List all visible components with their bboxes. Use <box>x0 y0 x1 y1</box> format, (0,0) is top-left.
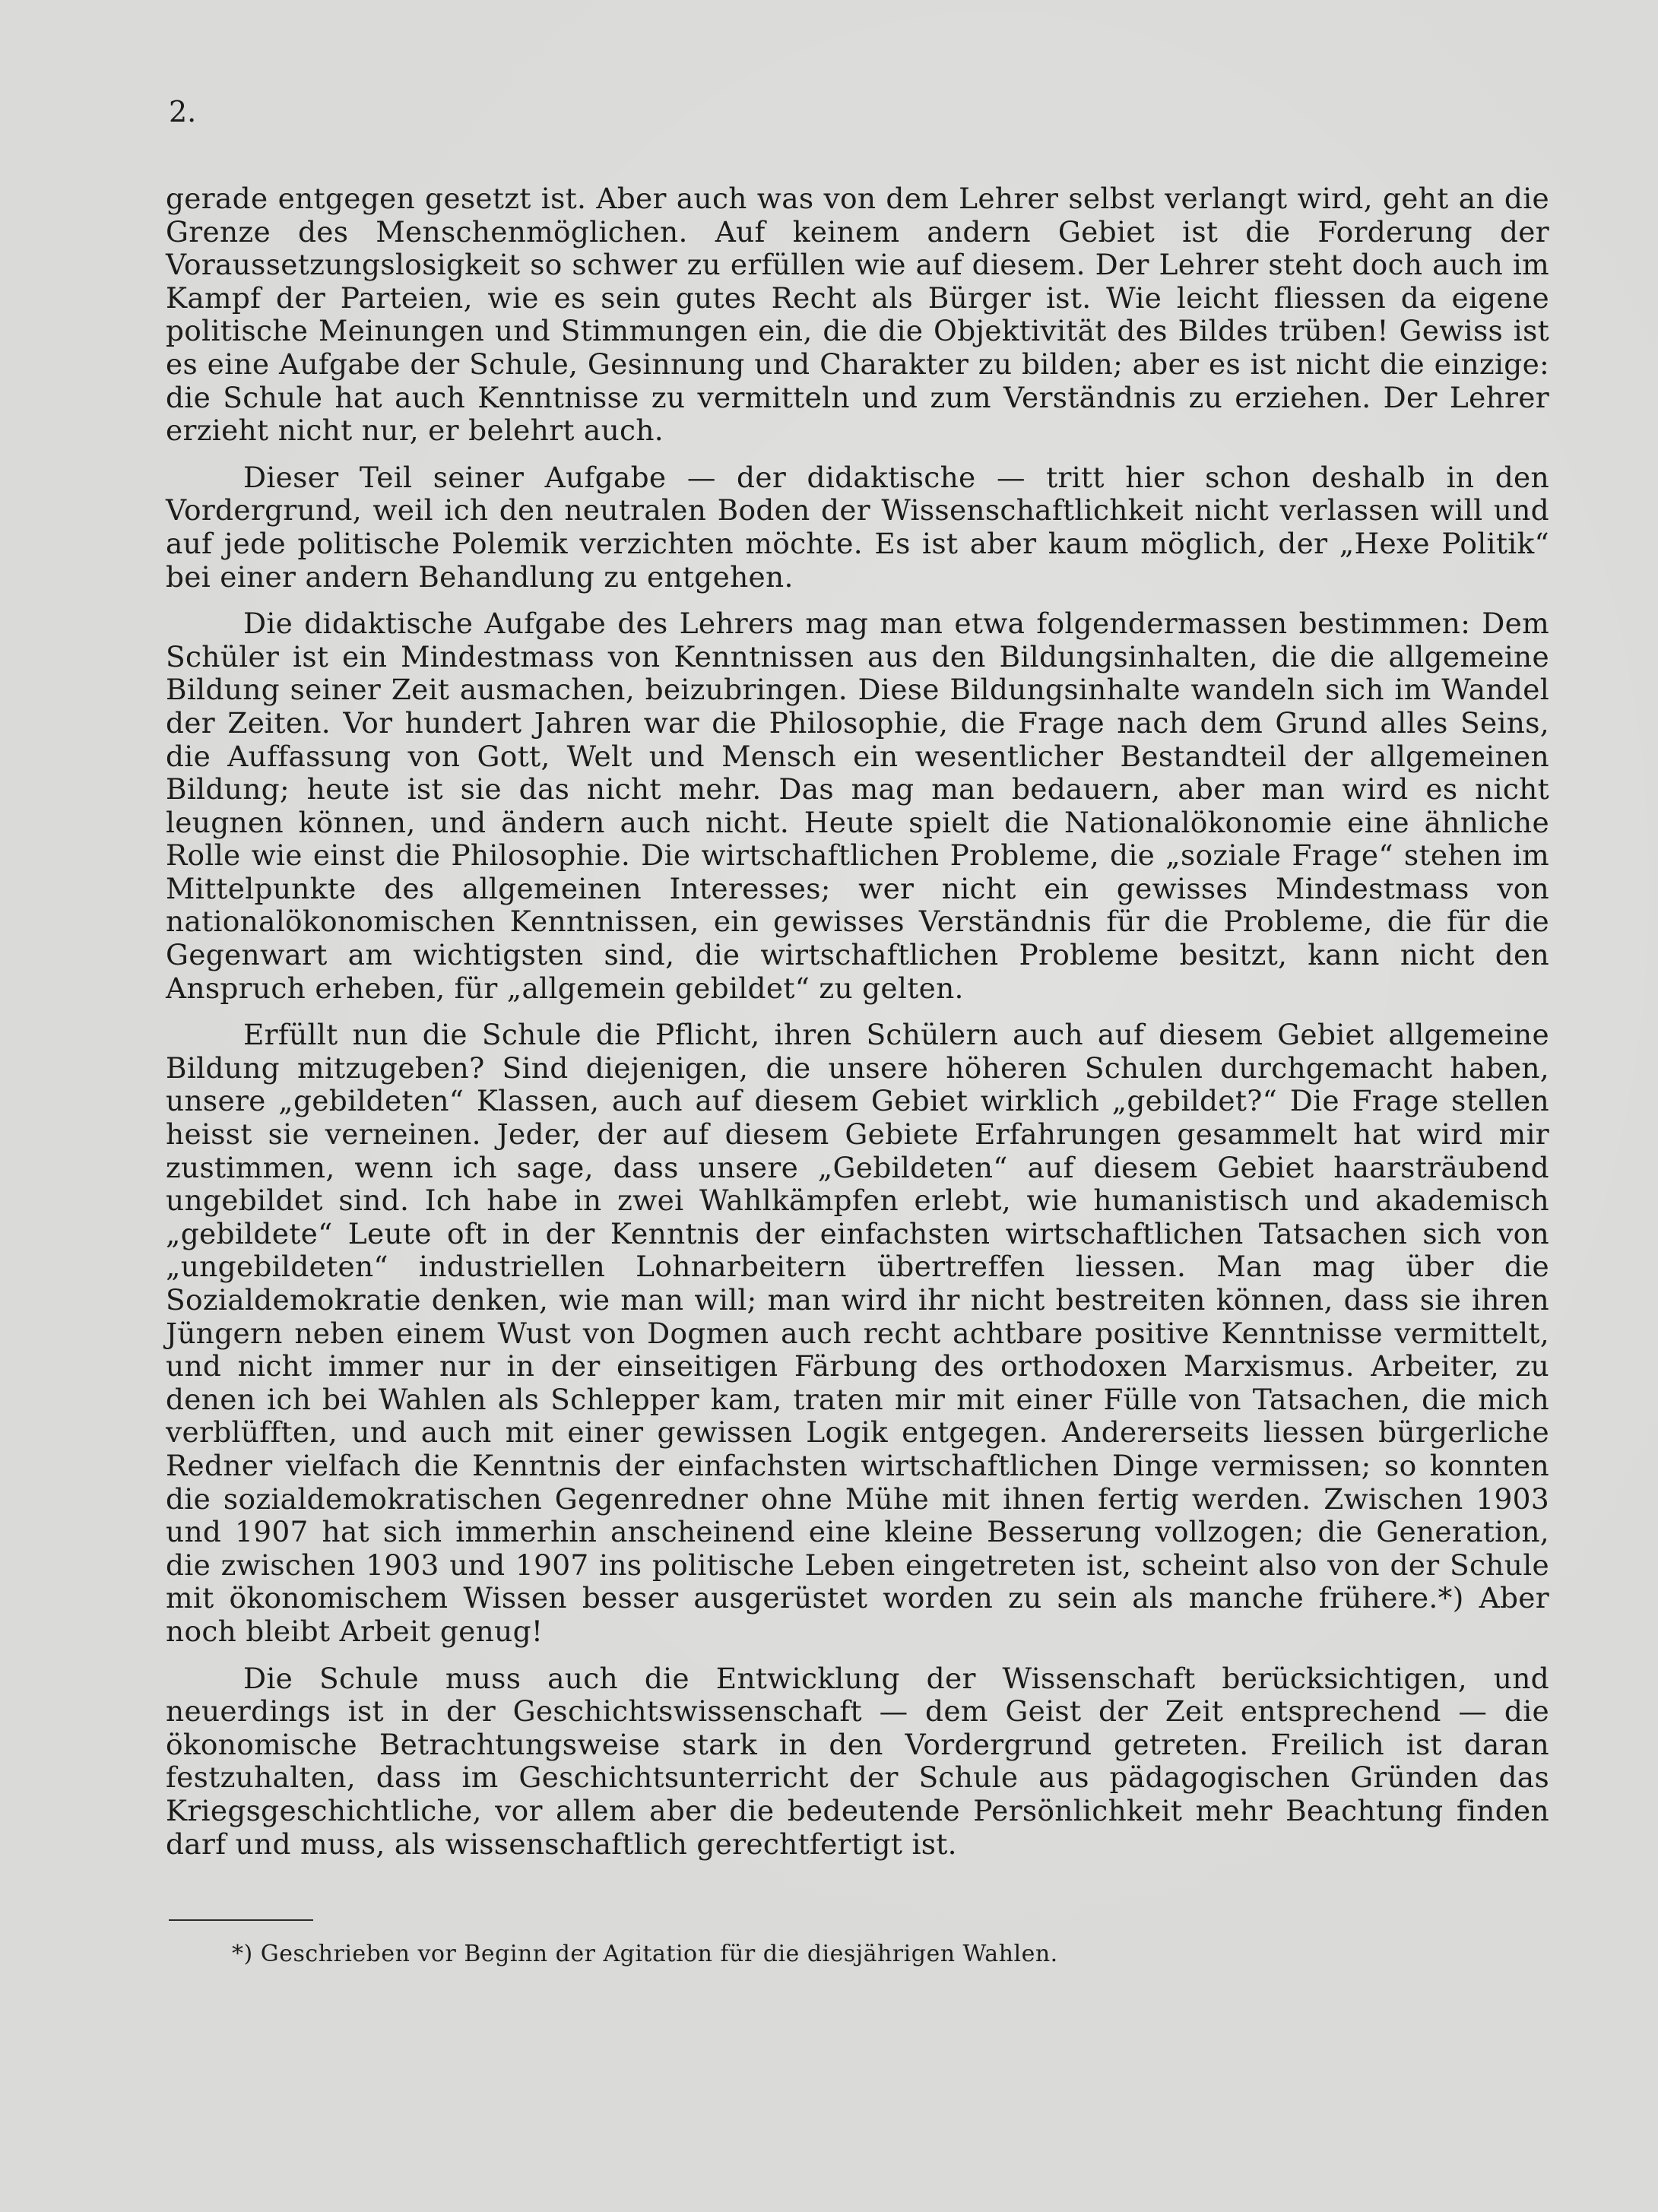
paragraph-1: gerade entgegen gesetzt ist. Aber auch was von dem Lehrer selbst verlangt wird, geht an die Grenze des Menschenmöglichen. Auf keinem andern Gebiet ist die Forderung der Voraussetzungslosigkeit so schwer zu erfüllen wie auf diesem. Der Lehrer steht doch auch im Kampf der Parteien, wie es sein gutes Recht als Bürger ist. Wie leicht fliessen da eigene politische Meinungen und Stimmungen ein, die die Objektivität des Bildes trüben! Gewiss ist es eine Aufgabe der Schule, Gesinnung und Charakter zu bilden; aber es ist nicht die einzige: die Schule hat auch Kenntnisse zu vermitteln und zum Verständnis zu erziehen. Der Lehrer erzieht nicht nur, er belehrt auch. <box>166 182 1549 448</box>
footnote: *) Geschrieben vor Beginn der Agitation für die diesjährigen Wahlen. <box>232 1941 1058 1967</box>
paragraph-5: Die Schule muss auch die Entwicklung der Wissenschaft berücksichtigen, und neuerdings ist in der Geschichtswissenschaft — dem Geist der Zeit entsprechend — die ökonomische Betrachtungsweise stark in den Vordergrund getreten. Freilich ist daran festzuhalten, dass im Geschichtsunterricht der Schule aus pädagogischen Gründen das Kriegsgeschichtliche, vor allem aber die bedeutende Persönlichkeit mehr Beachtung finden darf und muss, als wissenschaftlich gerechtfertigt ist. <box>166 1661 1549 1861</box>
paragraph-2: Dieser Teil seiner Aufgabe — der didaktische — tritt hier schon deshalb in den Vordergrund, weil ich den neutralen Boden der Wissenschaftlichkeit nicht verlassen will und auf jede politische Polemik verzichten möchte. Es ist aber kaum möglich, der „Hexe Politik“ bei einer andern Behandlung zu entgehen. <box>166 460 1549 594</box>
page-number: 2. <box>169 95 197 128</box>
paragraph-3: Die didaktische Aufgabe des Lehrers mag man etwa folgendermassen bestimmen: Dem Schüler ist ein Mindestmass von Kenntnissen aus den Bildungsinhalten, die die allgemeine Bildung seiner Zeit ausmachen, beizubringen. Diese Bildungsinhalte wandeln sich im Wandel der Zeiten. Vor hundert Jahren war die Philosophie, die Frage nach dem Grund alles Seins, die Auffassung von Gott, Welt und Mensch ein wesentlicher Bestandteil der allgemeinen Bildung; heute ist sie das nicht mehr. Das mag man bedauern, aber man wird es nicht leugnen können, und ändern auch nicht. Heute spielt die Nationalökonomie eine ähnliche Rolle wie einst die Philosophie. Die wirtschaftlichen Probleme, die „soziale Frage“ stehen im Mittelpunkte des allgemeinen Interesses; wer nicht ein gewisses Mindestmass von nationalökonomischen Kenntnissen, ein gewisses Verständnis für die Probleme, die für die Gegenwart am wichtigsten sind, die wirtschaftlichen Probleme besitzt, kann nicht den Anspruch erheben, für „allgemein gebildet“ zu gelten. <box>166 607 1549 1005</box>
footnote-divider <box>169 1919 313 1921</box>
paragraph-4: Erfüllt nun die Schule die Pflicht, ihren Schülern auch auf diesem Gebiet allgemeine Bildung mitzugeben? Sind diejenigen, die unsere höheren Schulen durchgemacht haben, unsere „gebildeten“ Klassen, auch auf diesem Gebiet wirklich „gebildet?“ Die Frage stellen heisst sie verneinen. Jeder, der auf diesem Gebiete Erfahrungen gesammelt hat wird mir zustimmen, wenn ich sage, dass unsere „Gebildeten“ auf diesem Gebiet haarsträubend ungebildet sind. Ich habe in zwei Wahlkämpfen erlebt, wie humanistisch und akademisch „gebildete“ Leute oft in der Kenntnis der einfachsten wirtschaftlichen Tatsachen sich von „ungebildeten“ industriellen Lohnarbeitern übertreffen liessen. Man mag über die Sozialdemokratie denken, wie man will; man wird ihr nicht bestreiten können, dass sie ihren Jüngern neben einem Wust von Dogmen auch recht achtbare positive Kenntnisse vermittelt, und nicht immer nur in der einseitigen Färbung des orthodoxen Marxismus. Arbeiter, zu denen ich bei Wahlen als Schlepper kam, traten mir mit einer Fülle von Tatsachen, die mich verblüfften, und auch mit einer gewissen Logik entgegen. Andererseits liessen bürgerliche Redner vielfach die Kenntnis der einfachsten wirtschaftlichen Dinge vermissen; so konnten die sozialdemokratischen Gegenredner ohne Mühe mit ihnen fertig werden. Zwischen 1903 und 1907 hat sich immerhin anscheinend eine kleine Besserung vollzogen; die Generation, die zwischen 1903 und 1907 ins politische Leben eingetreten ist, scheint also von der Schule mit ökonomischem Wissen besser ausgerüstet worden zu sein als manche frühere.*) Aber noch bleibt Arbeit genug! <box>166 1018 1549 1648</box>
body-text <box>166 182 1549 1874</box>
